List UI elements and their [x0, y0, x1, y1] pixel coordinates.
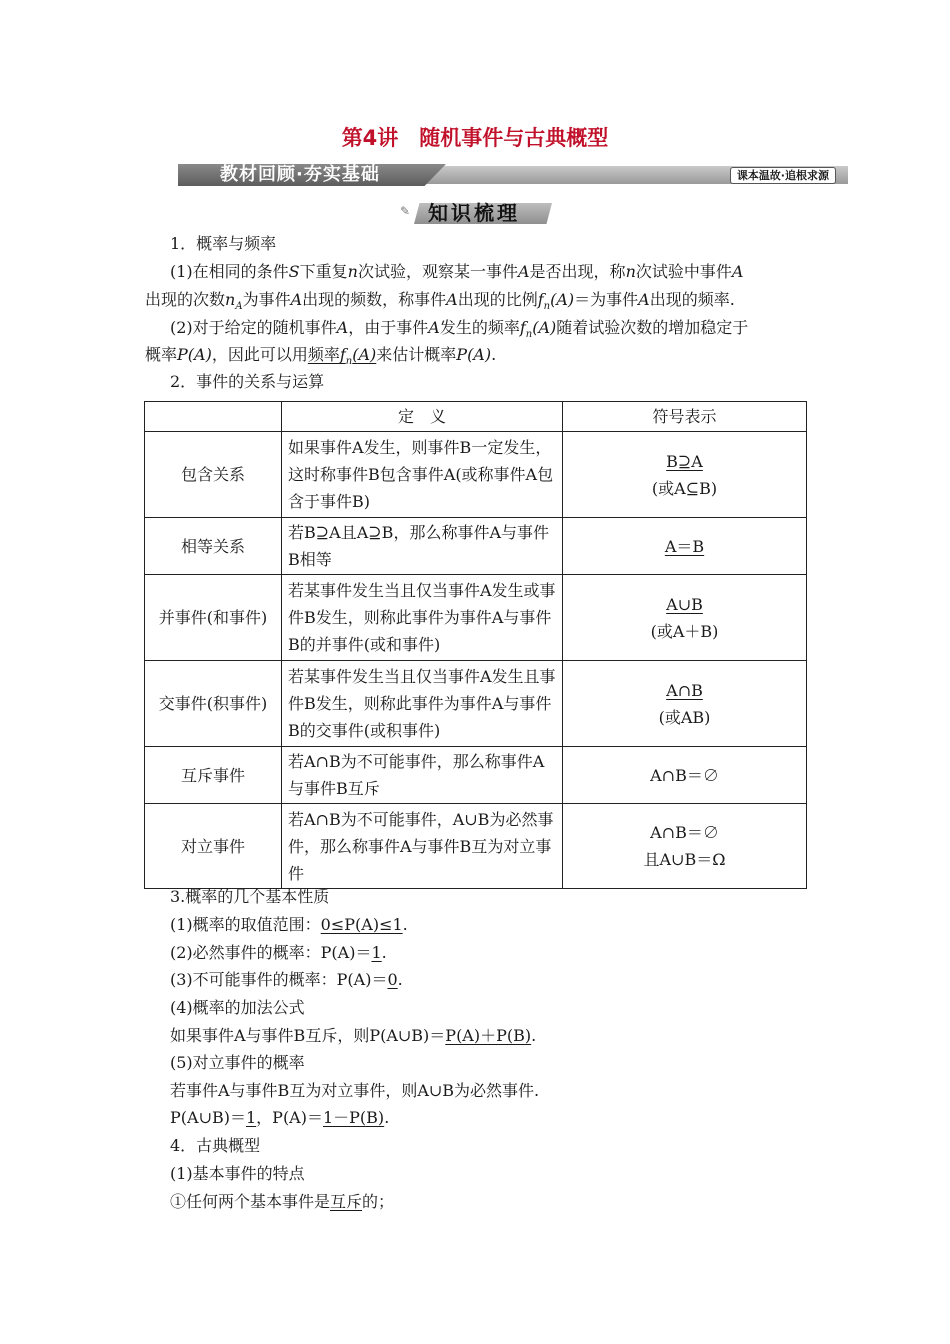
banner-tag: 课本温故·追根求源 — [730, 167, 836, 184]
row-definition: 若B⊇A且A⊇B，那么称事件A与事件B相等 — [282, 518, 563, 575]
header-cell-definition: 定 义 — [282, 402, 563, 432]
row-definition: 如果事件A发生，则事件B一定发生，这时称事件B包含事件A(或称事件A包含于事件B) — [282, 432, 563, 518]
row-definition: 若某事件发生当且仅当事件A发生或事件B发生，则称此事件为事件A与事件B的并事件(或和事件) — [282, 575, 563, 661]
table-row — [145, 747, 807, 804]
sec4-line2: ①任何两个基本事件是互斥的； — [170, 1192, 395, 1211]
sec1-para2-line1: (2)对于给定的随机事件A，由于事件A发生的频率$f_n(A)$随着试验次数的增加稳定于 — [170, 318, 749, 341]
sec3-line2: (2)必然事件的概率：P(A)＝1. — [170, 943, 387, 962]
section-banner — [178, 164, 848, 186]
row-name: 对立事件 — [145, 804, 282, 889]
sec3-line3: (3)不可能事件的概率：P(A)＝0. — [170, 970, 403, 989]
row-definition: 若A∩B为不可能事件，A∪B为必然事件，那么称事件A与事件B互为对立事件 — [282, 804, 563, 889]
sec3-line1: (1)概率的取值范围：0≤P(A)≤1. — [170, 915, 408, 934]
row-definition: 若某事件发生当且仅当事件A发生且事件B发生，则称此事件为事件A与事件B的交事件(或积事件) — [282, 661, 563, 747]
sec1-heading: 1．概率与频率 — [170, 234, 277, 253]
page-title: 第4讲 随机事件与古典概型 — [341, 126, 609, 150]
sec1-para2-line2: 概率P(A)，因此可以用频率$f_n(A)$来估计概率P(A). — [145, 345, 497, 368]
sec3-line6: (5)对立事件的概率 — [170, 1053, 305, 1072]
row-name: 互斥事件 — [145, 747, 282, 804]
banner-label: 教材回顾·夯实基础 — [220, 164, 380, 185]
sec3-line7: 若事件A与事件B互为对立事件，则A∪B为必然事件. — [170, 1081, 540, 1100]
sec3-line5: 如果事件A与事件B互斥，则P(A∪B)＝P(A)＋P(B). — [170, 1026, 537, 1045]
row-name: 包含关系 — [145, 432, 282, 518]
table-row — [145, 661, 807, 747]
sec1-para1-line2: 出现的次数$n_A$为事件A出现的频数，称事件A出现的比例$f_n(A)=$为事件A出现的频率. — [145, 290, 735, 313]
row-name: 交事件(积事件) — [145, 661, 282, 747]
sec3-heading: 3.概率的几个基本性质 — [170, 887, 330, 906]
pen-icon: ✎ — [400, 204, 411, 218]
row-definition: 若A∩B为不可能事件，那么称事件A与事件B互斥 — [282, 747, 563, 804]
sec3-line4: (4)概率的加法公式 — [170, 998, 305, 1017]
table-row — [145, 518, 807, 575]
row-symbol: A∩B (或AB) — [563, 661, 807, 747]
row-symbol: B⊇A (或A⊆B) — [563, 432, 807, 518]
table-header-row — [145, 402, 807, 432]
header-cell-symbol: 符号表示 — [563, 402, 807, 432]
subheading-label: 知识梳理 — [428, 201, 520, 225]
sec1-para1-line1: (1)在相同的条件S下重复n次试验，观察某一事件A是否出现，称n次试验中事件A — [170, 262, 744, 281]
table-row — [145, 432, 807, 518]
sec4-line1: (1)基本事件的特点 — [170, 1164, 305, 1183]
row-name: 相等关系 — [145, 518, 282, 575]
row-symbol: A∩B＝∅ 且A∪B＝Ω — [563, 804, 807, 889]
table-row — [145, 575, 807, 661]
sec4-heading: 4．古典概型 — [170, 1136, 261, 1155]
event-relations-table — [144, 401, 807, 889]
header-cell-empty — [145, 402, 282, 432]
row-name: 并事件(和事件) — [145, 575, 282, 661]
sec2-heading: 2．事件的关系与运算 — [170, 372, 325, 391]
sec3-line8: P(A∪B)＝1，P(A)＝1－P(B). — [170, 1108, 390, 1127]
row-symbol: A＝B — [563, 518, 807, 575]
table-row — [145, 804, 807, 889]
row-symbol: A∪B (或A＋B) — [563, 575, 807, 661]
row-symbol: A∩B＝∅ — [563, 747, 807, 804]
